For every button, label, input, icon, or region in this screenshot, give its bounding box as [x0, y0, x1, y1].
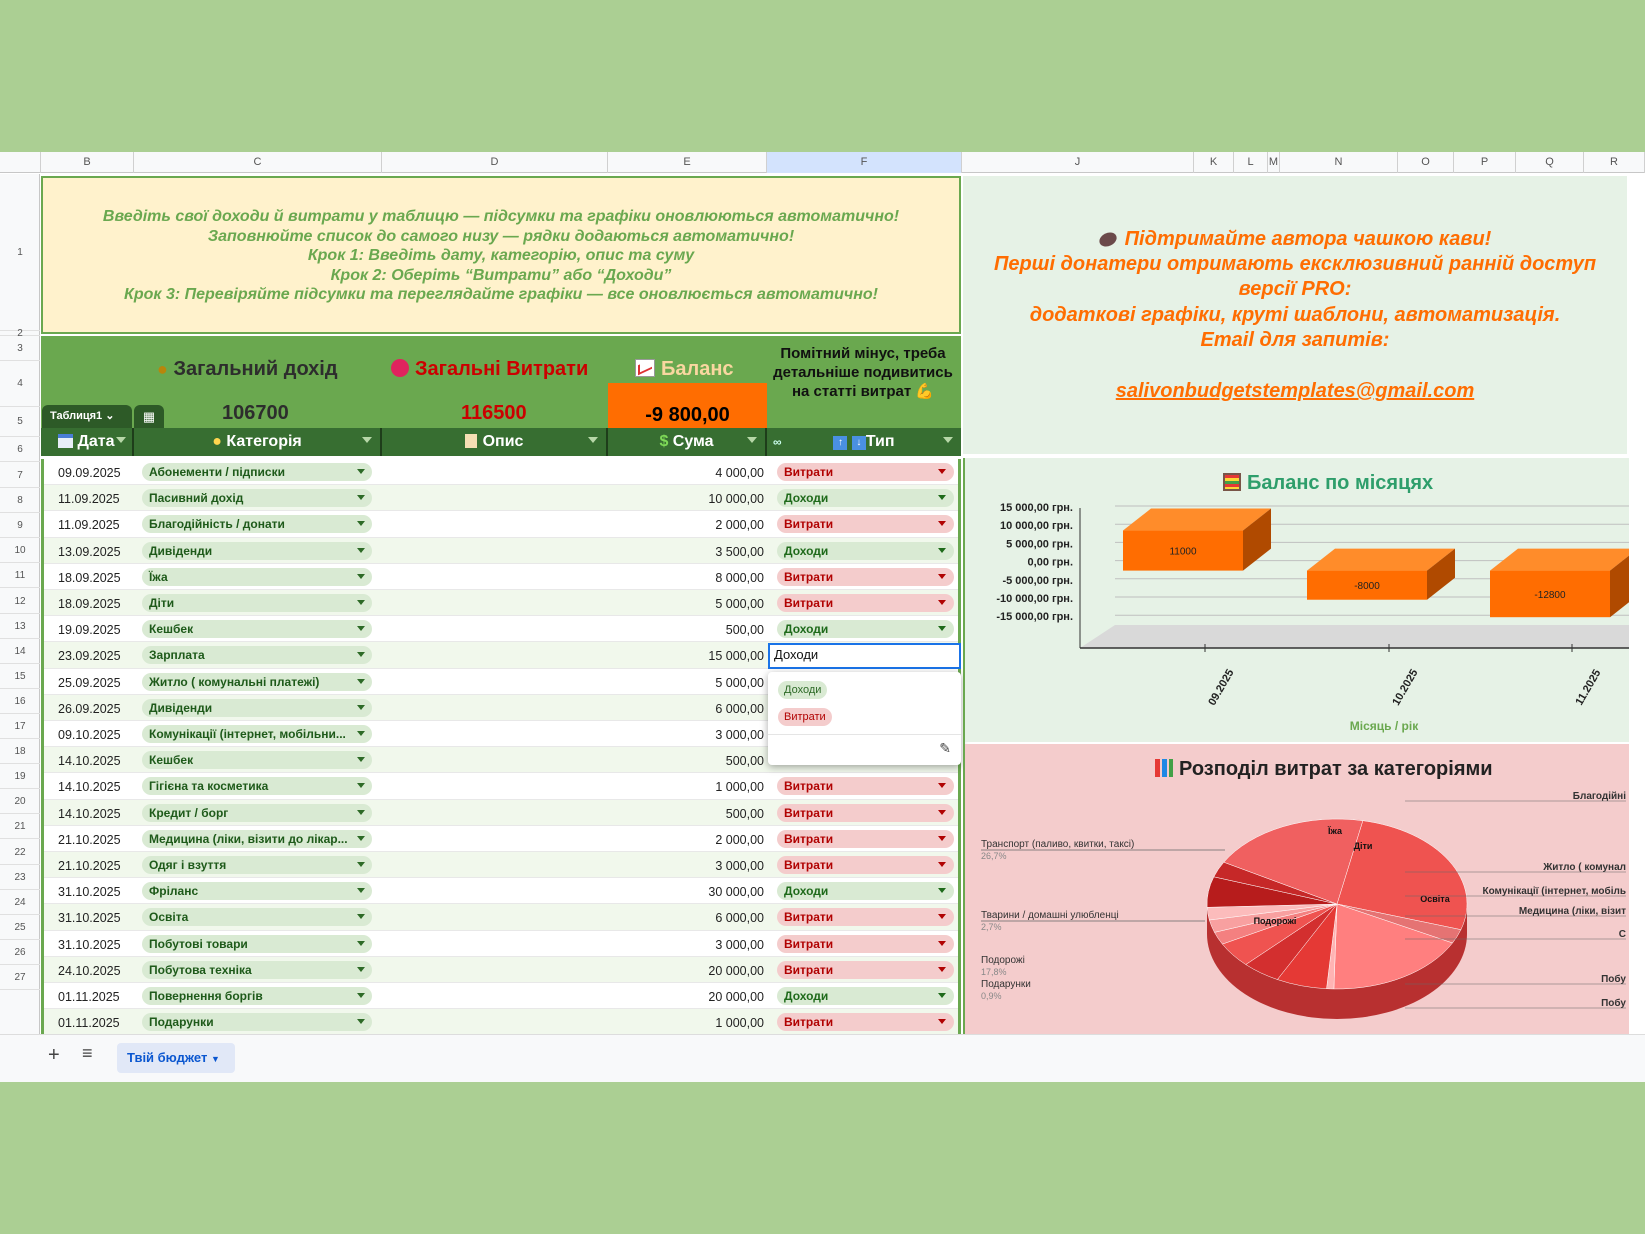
balance-label: Баланс: [635, 358, 734, 381]
total-expenses-value: 116500: [461, 402, 527, 424]
row-number[interactable]: 23: [0, 865, 40, 890]
row-type-dropdown[interactable]: Витрати: [777, 908, 954, 926]
expense-pie-title: Розподіл витрат за категоріями: [1155, 758, 1493, 781]
pie-legend-label: Тварини / домашні улюбленці: [981, 910, 1119, 921]
row-category-dropdown[interactable]: Фріланс: [142, 882, 372, 900]
bar-value-label: 11000: [1169, 546, 1197, 558]
row-category-dropdown[interactable]: Освіта: [142, 908, 372, 926]
dollar-icon: $: [659, 433, 669, 450]
row-number[interactable]: 17: [0, 714, 40, 739]
row-sum[interactable]: 5 000,00: [715, 675, 764, 690]
row-type-dropdown[interactable]: Витрати: [777, 463, 954, 481]
dropdown-option-income[interactable]: Доходи: [778, 681, 827, 699]
row-sum[interactable]: 2 000,00: [715, 832, 764, 847]
row-date[interactable]: 24.10.2025: [58, 963, 121, 978]
pie-legend-percent: 2,7%: [981, 922, 1002, 932]
expense-pie-chart[interactable]: [965, 744, 1629, 1034]
sheet-tabs-bar: [0, 1034, 1645, 1082]
row-date[interactable]: 14.10.2025: [58, 806, 121, 821]
row-category-dropdown[interactable]: Подарунки: [142, 1013, 372, 1031]
row-sum[interactable]: 1 000,00: [715, 1016, 764, 1031]
bar-top: [1490, 549, 1629, 571]
row-category-dropdown[interactable]: Одяг і взуття: [142, 856, 372, 874]
col-header-d[interactable]: D: [382, 152, 608, 173]
table-row[interactable]: [44, 590, 958, 616]
col-header-f[interactable]: F: [767, 152, 962, 173]
row-number[interactable]: 24: [0, 890, 40, 915]
row-sum[interactable]: 3 000,00: [715, 728, 764, 742]
coffee-bean-icon: [1097, 230, 1119, 249]
row-number[interactable]: 16: [0, 689, 40, 714]
row-number[interactable]: 9: [0, 513, 40, 538]
row-date[interactable]: 31.10.2025: [58, 937, 121, 952]
table-row[interactable]: [44, 852, 958, 878]
row-type-dropdown[interactable]: Витрати: [777, 594, 954, 612]
row-number[interactable]: 3: [0, 336, 40, 361]
row-date[interactable]: 25.09.2025: [58, 675, 121, 690]
row-date[interactable]: 23.09.2025: [58, 649, 121, 664]
row-sum[interactable]: 6 000,00: [715, 701, 764, 716]
up-arrow-icon: ↑: [833, 436, 847, 450]
row-type-dropdown[interactable]: Витрати: [777, 935, 954, 953]
y-tick-label: -15 000,00 грн.: [996, 611, 1073, 624]
table-row[interactable]: [44, 957, 958, 983]
header-category[interactable]: ● Категорія: [134, 428, 382, 456]
red-circle-icon: [391, 359, 409, 377]
table-row[interactable]: [44, 826, 958, 852]
col-header-n[interactable]: N: [1280, 152, 1398, 173]
row-type-dropdown[interactable]: Доходи: [777, 489, 954, 507]
row-sum[interactable]: 1 000,00: [715, 780, 764, 795]
row-category-dropdown[interactable]: Абонементи / підписки: [142, 463, 372, 481]
row-sum[interactable]: 3 000,00: [715, 937, 764, 952]
pie-right-label: Житло ( комунал: [1543, 862, 1626, 873]
row-category-dropdown[interactable]: Зарплата: [142, 646, 372, 664]
row-number[interactable]: 25: [0, 915, 40, 940]
header-description[interactable]: Опис: [382, 428, 608, 456]
row-sum[interactable]: 3 000,00: [715, 859, 764, 873]
y-tick-label: -10 000,00 грн.: [996, 593, 1073, 605]
money-bag-icon: ●: [157, 359, 168, 379]
row-category-dropdown[interactable]: Діти: [142, 594, 372, 612]
x-axis-title: Місяць / рік: [1349, 719, 1419, 733]
row-category-dropdown[interactable]: Кредит / борг: [142, 804, 372, 822]
expense-pie-plot: [965, 744, 1629, 1034]
table-row[interactable]: [44, 904, 958, 930]
table-row[interactable]: [44, 773, 958, 799]
row-category-dropdown[interactable]: Медицина (ліки, візити до лікар...: [142, 830, 372, 848]
row-sum[interactable]: 500,00: [725, 623, 764, 638]
row-date[interactable]: 19.09.2025: [58, 623, 121, 638]
balance-note: Помітний мінус, треба детальніше подивитись на статті витрат 💪: [773, 345, 953, 400]
row-date[interactable]: 01.11.2025: [58, 1016, 120, 1031]
pie-legend-percent: 26,7%: [981, 851, 1007, 861]
row-type-dropdown[interactable]: Витрати: [777, 856, 954, 874]
table-row[interactable]: [44, 511, 958, 537]
table-row[interactable]: [44, 1009, 958, 1035]
instruction-line-3: Крок 1: Введіть дату, категорію, опис та суму: [307, 247, 695, 264]
instruction-banner: [41, 176, 961, 334]
bar-value-label: -8000: [1354, 581, 1380, 593]
row-number[interactable]: 26: [0, 940, 40, 965]
row-sum[interactable]: 2 000,00: [715, 518, 764, 533]
monthly-balance-plot: [965, 458, 1629, 742]
table-name-tag[interactable]: Таблиця1 ⌄: [42, 405, 132, 428]
row-type-dropdown[interactable]: Витрати: [777, 515, 954, 533]
row-category-dropdown[interactable]: Пасивний дохід: [142, 489, 372, 507]
select-all-corner[interactable]: [0, 152, 41, 173]
pie-right-label: Комунікації (інтернет, мобіль: [1482, 886, 1626, 897]
y-tick-label: 5 000,00 грн.: [1006, 538, 1073, 551]
y-tick-label: 15 000,00 грн.: [1000, 502, 1073, 514]
row-sum[interactable]: 500,00: [725, 754, 764, 769]
support-author-block: [963, 176, 1627, 454]
y-tick-label: 10 000,00 грн.: [1000, 520, 1073, 533]
row-number[interactable]: 4: [0, 361, 40, 407]
row-date[interactable]: 21.10.2025: [58, 859, 121, 873]
col-header-b[interactable]: B: [41, 152, 134, 173]
table-row[interactable]: [44, 538, 958, 564]
table-row[interactable]: [44, 459, 958, 485]
support-line-5: Email для запитів:: [1200, 329, 1390, 351]
pie-inner-label: Їжа: [1328, 826, 1342, 836]
down-arrow-icon: ↓: [852, 436, 866, 450]
table-row[interactable]: [44, 931, 958, 957]
chevron-down-icon: ⌄: [105, 410, 115, 422]
link-icon: ∞: [773, 435, 782, 449]
pie-inner-label: Подорожі: [1253, 916, 1297, 926]
row-sum[interactable]: 10 000,00: [708, 492, 764, 507]
row-number[interactable]: 5: [0, 407, 40, 437]
row-date[interactable]: 18.09.2025: [58, 570, 121, 585]
x-tick-label: 09.2025: [1206, 667, 1237, 708]
instruction-line-5: Крок 3: Перевіряйте підсумки та переглядайте графіки — все оновлюється автоматично!: [124, 286, 878, 303]
row-number[interactable]: 6: [0, 437, 40, 462]
row-type-dropdown[interactable]: Витрати: [777, 961, 954, 979]
total-expenses-label: Загальні Витрати: [391, 358, 588, 381]
table-header-row: [41, 428, 961, 456]
chart-floor: [1080, 625, 1629, 648]
row-number[interactable]: 1: [0, 174, 40, 331]
table-row[interactable]: [44, 485, 958, 511]
total-income-label: ● Загальний дохід: [157, 358, 338, 380]
row-number[interactable]: 2: [0, 331, 40, 336]
row-type-dropdown[interactable]: Доходи: [777, 987, 954, 1005]
x-tick-label: 11.2025: [1573, 667, 1604, 708]
row-category-dropdown[interactable]: Кешбек: [142, 751, 372, 769]
row-sum[interactable]: 3 500,00: [715, 544, 764, 559]
row-category-dropdown[interactable]: Житло ( комунальні платежі): [142, 673, 372, 691]
row-sum[interactable]: 15 000,00: [708, 649, 764, 664]
row-number[interactable]: 20: [0, 789, 40, 814]
row-category-dropdown[interactable]: Дивіденди: [142, 542, 372, 560]
monthly-balance-chart[interactable]: [965, 458, 1629, 742]
table-row[interactable]: [44, 800, 958, 826]
pie-right-label: Побу: [1601, 998, 1626, 1009]
row-number[interactable]: 21: [0, 814, 40, 839]
row-category-dropdown[interactable]: Дивіденди: [142, 699, 372, 717]
balance-value: -9 800,00: [645, 404, 730, 426]
add-sheet-icon[interactable]: +: [48, 1044, 60, 1066]
col-header-q[interactable]: Q: [1516, 152, 1584, 173]
y-tick-label: -5 000,00 грн.: [1002, 574, 1073, 587]
row-sum[interactable]: 6 000,00: [715, 911, 764, 926]
row-number[interactable]: 14: [0, 639, 40, 664]
col-header-l[interactable]: L: [1234, 152, 1268, 173]
row-type-dropdown[interactable]: Витрати: [777, 804, 954, 822]
row-category-dropdown[interactable]: Комунікації (інтернет, мобільни...: [142, 725, 372, 743]
lightbulb-icon: ●: [212, 433, 222, 450]
monthly-balance-title: Баланс по місяцях: [1223, 472, 1433, 495]
row-date[interactable]: 13.09.2025: [58, 544, 121, 559]
sheet-tab-budget[interactable]: Твій бюджет ▼: [117, 1043, 235, 1073]
spreadsheet-window: [0, 152, 1645, 1082]
row-category-dropdown[interactable]: Гігієна та косметика: [142, 777, 372, 795]
all-sheets-menu-icon[interactable]: ≡: [82, 1043, 93, 1063]
pie-right-label: Благодійні: [1572, 791, 1626, 802]
support-line-4: додаткові графіки, круті шаблони, автоматизація.: [1029, 304, 1561, 326]
header-sum[interactable]: $ Сума: [608, 428, 767, 456]
row-sum[interactable]: 30 000,00: [708, 885, 764, 900]
row-number[interactable]: 11: [0, 563, 40, 588]
sheet-tab-chevron-icon: ▼: [210, 1054, 220, 1064]
row-type-dropdown[interactable]: Витрати: [777, 568, 954, 586]
instruction-line-1: Введіть свої доходи й витрати у таблицю — підсумки та графіки оновлюються автоматично!: [102, 208, 900, 225]
table-options-icon[interactable]: ▦: [134, 405, 164, 428]
pie-inner-label: Діти: [1353, 841, 1373, 851]
support-line-1: Підтримайте автора чашкою кави!: [1124, 228, 1492, 250]
x-tick-label: 10.2025: [1390, 667, 1421, 708]
col-header-k[interactable]: K: [1194, 152, 1234, 173]
pie-legend-percent: 0,9%: [981, 991, 1002, 1001]
support-line-3: версії PRO:: [1238, 278, 1352, 300]
charts-pane: [963, 458, 1627, 1034]
row-category-dropdown[interactable]: Побутові товари: [142, 935, 372, 953]
table-row[interactable]: [44, 983, 958, 1009]
row-category-dropdown[interactable]: Повернення боргів: [142, 987, 372, 1005]
row-date[interactable]: 09.10.2025: [58, 728, 121, 742]
row-date[interactable]: 31.10.2025: [58, 911, 121, 926]
table-row[interactable]: [44, 878, 958, 904]
row-number[interactable]: 19: [0, 764, 40, 789]
col-header-c[interactable]: C: [134, 152, 382, 173]
row-sum[interactable]: 8 000,00: [715, 570, 764, 585]
pie-legend-label: Подорожі: [981, 955, 1025, 966]
row-category-dropdown[interactable]: Кешбек: [142, 620, 372, 638]
row-sum[interactable]: 20 000,00: [708, 990, 764, 1004]
col-header-m[interactable]: M: [1268, 152, 1280, 173]
row-number[interactable]: 7: [0, 463, 40, 488]
col-header-j[interactable]: J: [962, 152, 1194, 173]
edit-pencil-icon[interactable]: ✎: [939, 740, 951, 756]
row-number[interactable]: 15: [0, 664, 40, 689]
pie-legend-percent: 17,8%: [981, 967, 1007, 977]
row-date[interactable]: 09.09.2025: [58, 466, 121, 480]
col-header-r[interactable]: R: [1584, 152, 1645, 173]
row-sum[interactable]: 20 000,00: [708, 963, 764, 978]
col-header-p[interactable]: P: [1454, 152, 1516, 173]
row-date[interactable]: 26.09.2025: [58, 701, 121, 716]
row-number[interactable]: 10: [0, 538, 40, 563]
row-type-dropdown[interactable]: Витрати: [777, 1013, 954, 1031]
row-date[interactable]: 14.10.2025: [58, 754, 121, 769]
support-line-2: Перші донатери отримають ексклюзивний ранній доступ: [993, 253, 1597, 275]
pie-legend-label: Транспорт (паливо, квитки, таксі): [981, 839, 1135, 850]
instruction-line-2: Заповнюйте список до самого низу — рядки додаються автоматично!: [207, 227, 795, 245]
total-income-value: 106700: [222, 402, 289, 424]
row-type-dropdown[interactable]: Доходи: [777, 620, 954, 638]
row-type-dropdown[interactable]: Доходи: [777, 542, 954, 560]
pie-right-label: Побу: [1601, 974, 1626, 985]
col-header-e[interactable]: E: [608, 152, 767, 173]
row-date[interactable]: 21.10.2025: [58, 832, 121, 847]
support-email-link[interactable]: salivonbudgetstemplates@gmail.com: [1115, 380, 1475, 402]
row-sum[interactable]: 500,00: [725, 806, 764, 821]
pie-right-label: С: [1618, 929, 1626, 940]
row-date[interactable]: 14.10.2025: [58, 780, 121, 795]
row-date[interactable]: 01.11.2025: [58, 990, 120, 1004]
memo-icon: [465, 434, 477, 448]
row-number[interactable]: 12: [0, 589, 40, 614]
row-date[interactable]: 11.09.2025: [58, 492, 120, 507]
header-date[interactable]: Дата: [41, 428, 134, 456]
col-header-o[interactable]: O: [1398, 152, 1454, 173]
chart-up-icon: [635, 359, 655, 377]
row-date[interactable]: 31.10.2025: [58, 885, 121, 900]
pie-inner-label: Освіта: [1420, 894, 1450, 904]
row-sum[interactable]: 5 000,00: [715, 597, 764, 611]
row-number[interactable]: 13: [0, 614, 40, 639]
table-row[interactable]: [44, 564, 958, 590]
pie-legend-label: Подарунки: [981, 979, 1031, 990]
type-dropdown-menu: [768, 672, 961, 765]
row-date[interactable]: 18.09.2025: [58, 597, 121, 611]
row-number[interactable]: 22: [0, 840, 40, 865]
header-type[interactable]: ∞ ↑ ↓ Тип: [767, 428, 961, 456]
row-category-dropdown[interactable]: Побутова техніка: [142, 961, 372, 979]
row-date[interactable]: 11.09.2025: [58, 518, 120, 533]
row-number[interactable]: 8: [0, 488, 40, 513]
row-type-dropdown[interactable]: Доходи: [777, 882, 954, 900]
row-header-bar: [0, 174, 40, 1034]
dropdown-option-expense[interactable]: Витрати: [778, 708, 832, 726]
row-category-dropdown[interactable]: Благодійність / донати: [142, 515, 372, 533]
row-number[interactable]: 27: [0, 965, 40, 990]
table-row[interactable]: [44, 616, 958, 642]
row-sum[interactable]: 4 000,00: [715, 466, 764, 480]
pie-right-label: Медицина (ліки, візит: [1518, 906, 1626, 917]
row-number[interactable]: 18: [0, 739, 40, 764]
instruction-line-4: Крок 2: Оберіть “Витрати” або “Доходи”: [330, 266, 672, 284]
row-type-dropdown[interactable]: Витрати: [777, 830, 954, 848]
row-type-dropdown[interactable]: Витрати: [777, 777, 954, 795]
y-tick-label: 0,00 грн.: [1027, 556, 1073, 569]
row-category-dropdown[interactable]: Їжа: [142, 568, 372, 586]
type-cell-editor[interactable]: Доходи: [768, 643, 961, 669]
calendar-icon: [58, 434, 73, 448]
bar-value-label: -12800: [1534, 589, 1566, 601]
column-header-bar: [0, 152, 1645, 173]
